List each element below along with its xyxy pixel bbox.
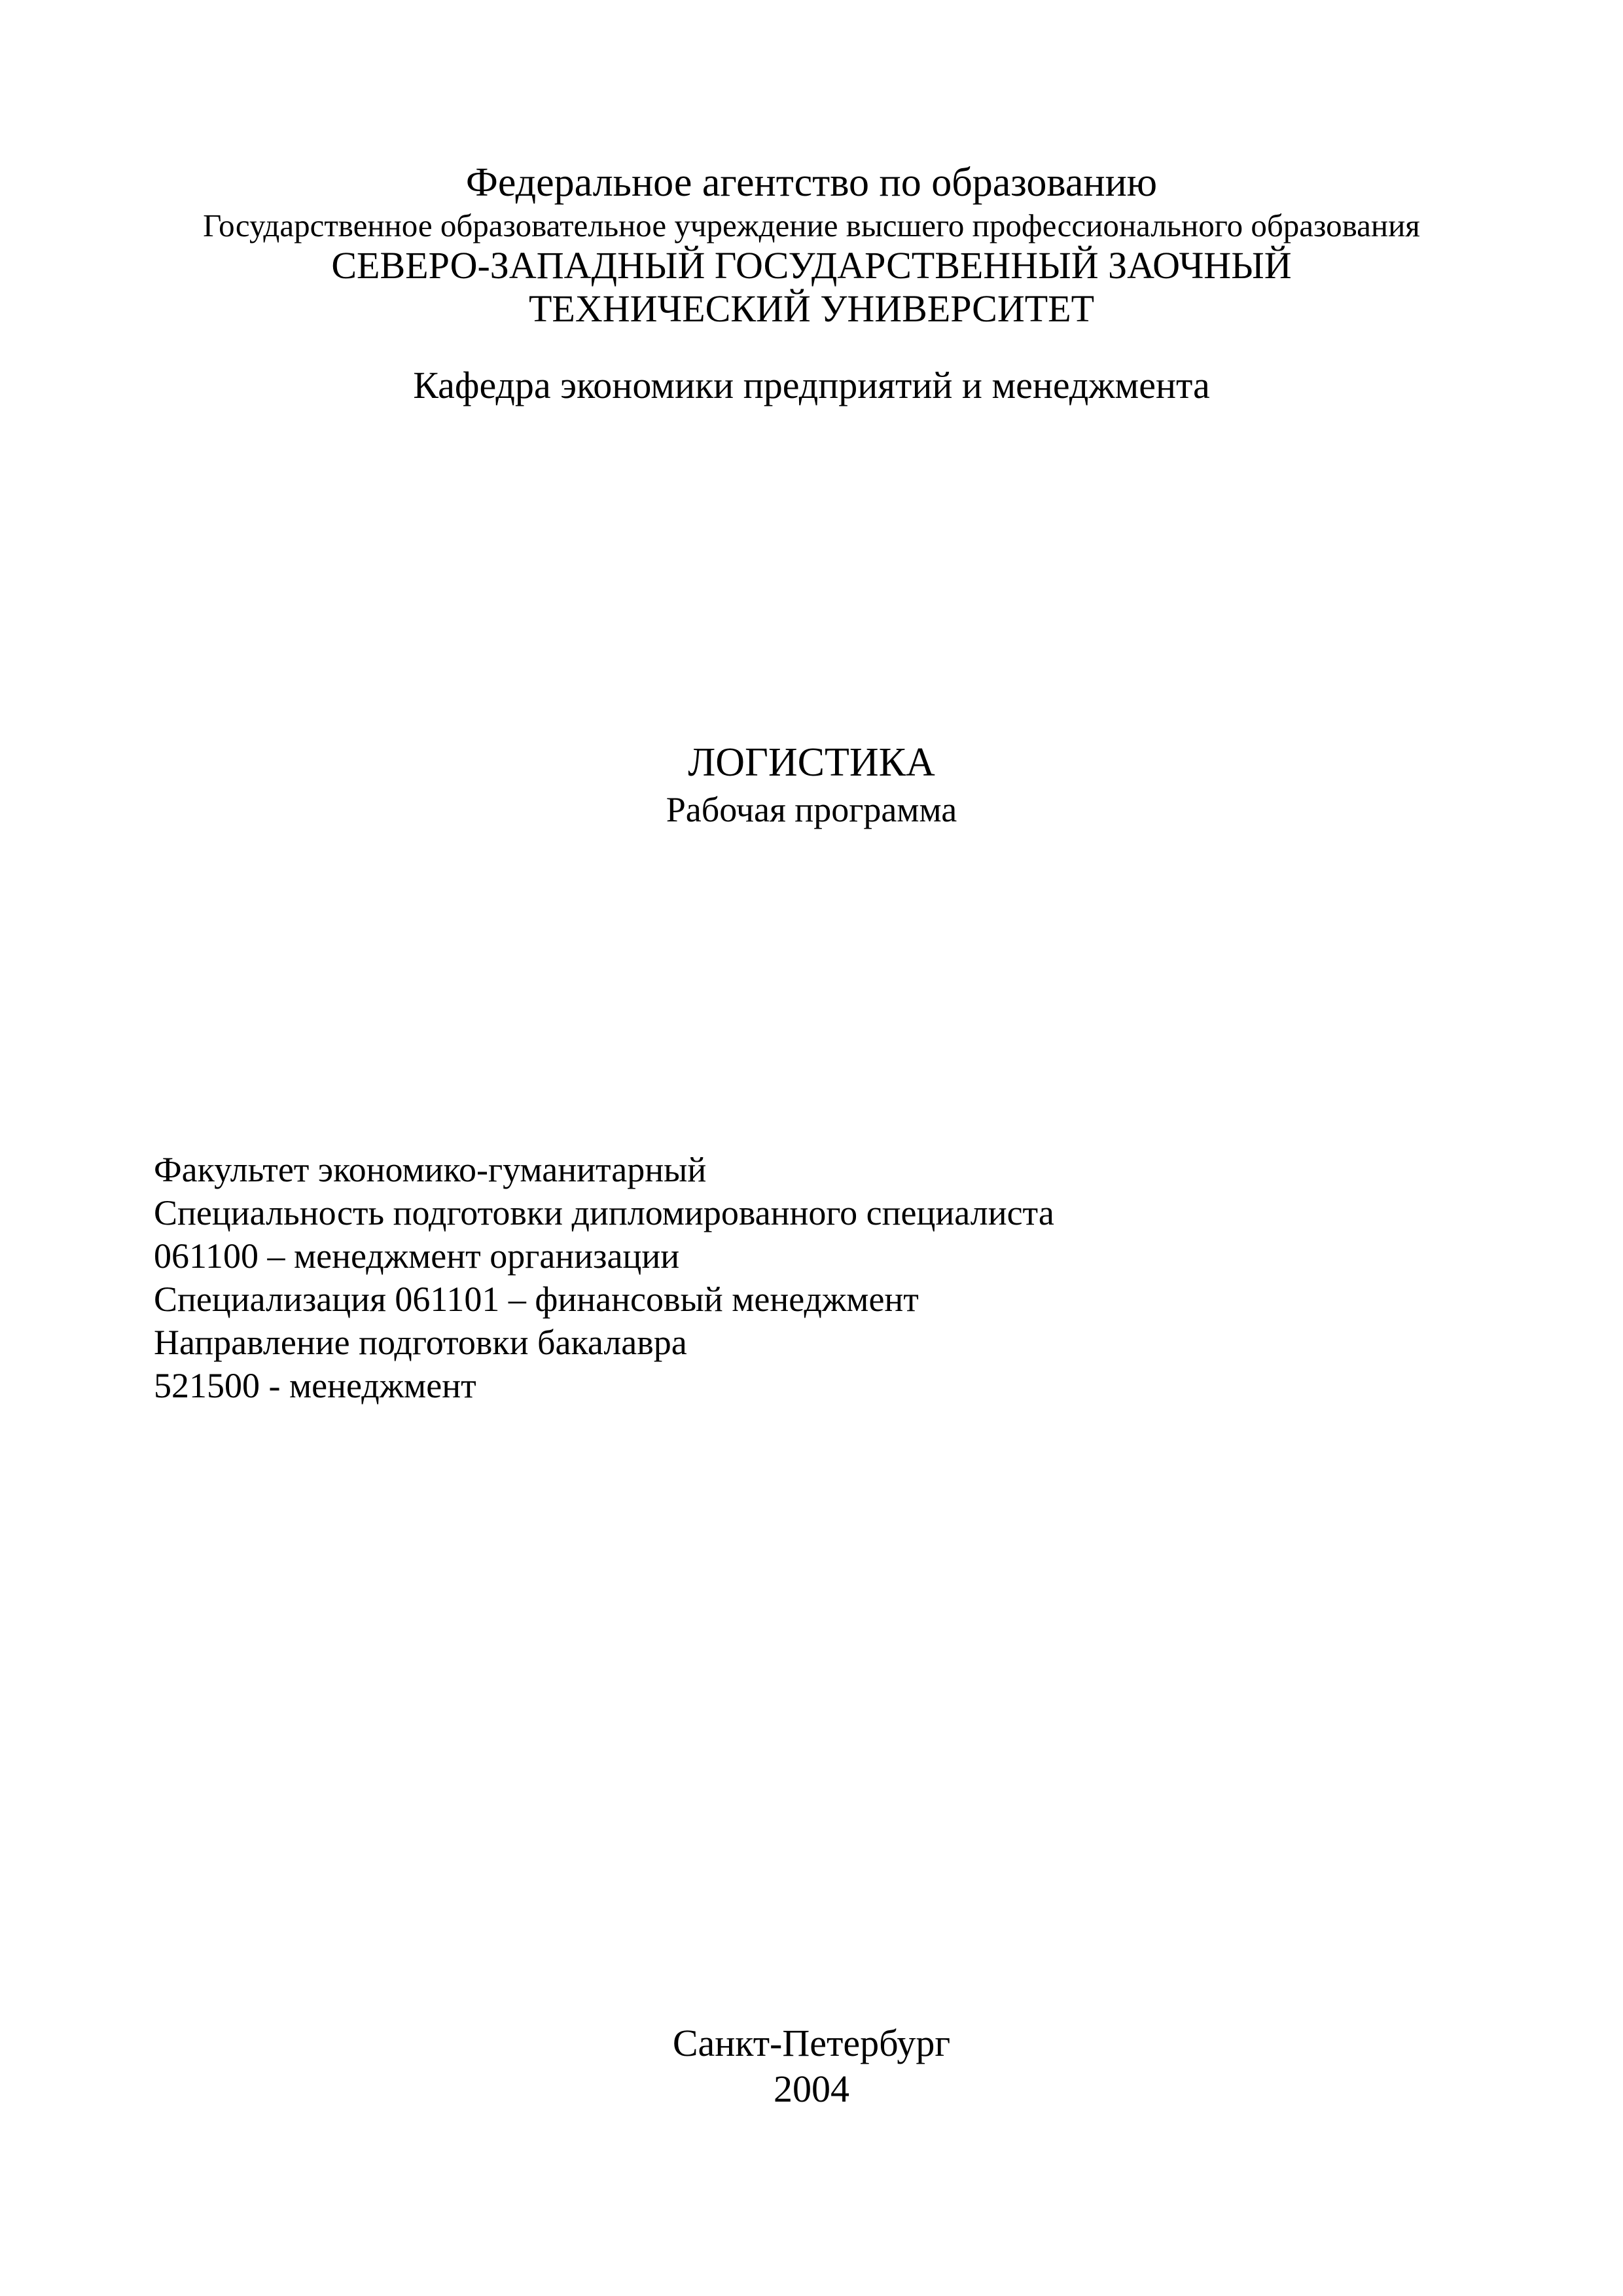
- city: Санкт-Петербург: [672, 2022, 951, 2064]
- year: 2004: [774, 2068, 849, 2110]
- institution-type: Государственное образовательное учреждение высшего профессионального образования: [203, 207, 1420, 243]
- university-name-line-2: ТЕХНИЧЕСКИЙ УНИВЕРСИТЕТ: [528, 287, 1095, 330]
- detail-line-bachelor-code: 521500 - менеджмент: [154, 1366, 476, 1405]
- department-name: Кафедра экономики предприятий и менеджмента: [413, 364, 1210, 406]
- university-name-line-1: СЕВЕРО-ЗАПАДНЫЙ ГОСУДАРСТВЕННЫЙ ЗАОЧНЫЙ: [331, 244, 1292, 287]
- document-subtitle: Рабочая программа: [666, 790, 957, 829]
- detail-line-specialty: Специальность подготовки дипломированного специалиста: [154, 1193, 1054, 1232]
- document-title: ЛОГИСТИКА: [688, 740, 935, 785]
- detail-line-faculty: Факультет экономико-гуманитарный: [154, 1150, 707, 1189]
- detail-line-bachelor-direction: Направление подготовки бакалавра: [154, 1323, 687, 1362]
- agency-name: Федеральное агентство по образованию: [465, 160, 1158, 205]
- detail-line-specialty-code: 061100 – менеджмент организации: [154, 1236, 680, 1276]
- detail-line-specialization: Специализация 061101 – финансовый менеджмент: [154, 1280, 919, 1319]
